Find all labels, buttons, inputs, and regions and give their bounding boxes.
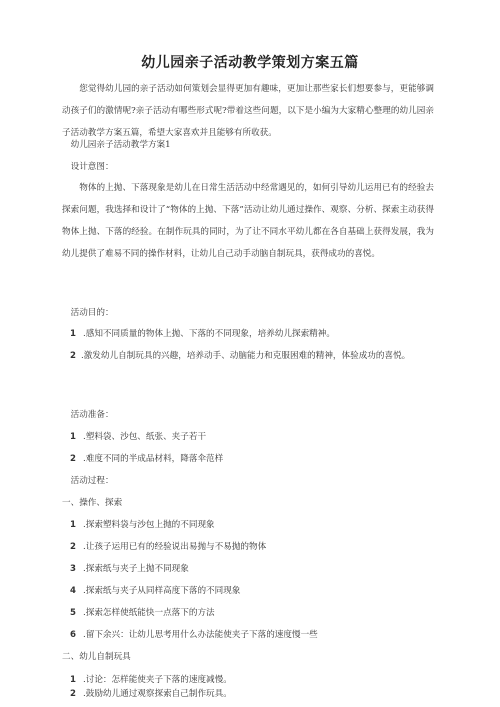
- prep-heading: 活动准备：: [70, 410, 114, 420]
- intro-paragraph: 您觉得幼儿园的亲子活动如何策划会显得更加有趣味，更加让那些家长们想要参与，更能够调动孩子们的激情呢?亲子活动有哪些形式呢?带着这些问题，以下是小编为大家精心整理的幼儿园亲子活动教学方案五篇，希望大家喜欢并且能够有所收获。: [62, 84, 434, 138]
- list-number: 2: [70, 542, 76, 552]
- list-text: .讨论：怎样能使夹子下落的速度减慢。: [83, 675, 232, 685]
- list-number: 2: [70, 689, 76, 699]
- section-heading: 一、操作、探索: [62, 498, 123, 508]
- design-heading: 设计意图：: [70, 162, 114, 172]
- list-text: .激发幼儿自制玩具的兴趣，培养动手、动脑能力和克服困难的精神，体验成功的喜悦。: [80, 351, 411, 361]
- list-item: [70, 606, 434, 620]
- plan-title: 幼儿园亲子活动教学方案1: [70, 140, 171, 150]
- list-text: .探索纸与夹子上抛不同现象: [83, 564, 189, 574]
- list-item: [70, 452, 434, 466]
- list-item: [70, 584, 434, 598]
- list-number: 1: [70, 520, 76, 530]
- list-text: .让孩子运用已有的经验说出易抛与不易抛的物体: [83, 542, 267, 552]
- list-text: .探索塑料袋与沙包上抛的不同现象: [83, 520, 215, 530]
- list-item: [70, 327, 434, 341]
- list-number: 1: [70, 329, 76, 339]
- list-number: 2: [70, 351, 76, 361]
- list-number: 6: [70, 630, 76, 640]
- process-heading: 活动过程：: [70, 476, 114, 486]
- list-number: 3: [70, 564, 76, 574]
- list-number: 2: [70, 454, 76, 464]
- list-item: [70, 430, 434, 444]
- list-item: [70, 540, 434, 554]
- list-item: [70, 673, 434, 687]
- list-number: 4: [70, 586, 76, 596]
- list-text: .难度不同的半成品材料，降落伞范样: [83, 454, 224, 464]
- list-text: .感知不同质量的物体上抛、下落的不同现象，培养幼儿探索精神。: [83, 329, 335, 339]
- list-text: .探索怎样使纸能快一点落下的方法: [83, 608, 215, 618]
- list-item: [70, 345, 434, 367]
- design-paragraph: 物体的上抛、下落现象是幼儿在日常生活活动中经常遇见的，如何引导幼儿运用已有的经验去探索问题，我选择和设计了“物体的上抛、下落”活动让幼儿通过操作、观察、分析、探索主动获得物体上抛、下落的经验。在制作玩具的同时，为了让不同水平幼儿都在各自基础上获得发展，我为幼儿提供了难易不同的操作材料，让幼儿自己动手动脑自制玩具，获得成功的喜悦。: [62, 183, 434, 259]
- list-item: [70, 628, 434, 642]
- list-item: [70, 687, 434, 701]
- list-item: [70, 562, 434, 576]
- list-number: 1: [70, 675, 76, 685]
- list-number: 5: [70, 608, 76, 618]
- list-text: .鼓励幼儿通过观察探索自己制作玩具。: [83, 689, 232, 699]
- list-number: 1: [70, 432, 76, 442]
- list-text: .留下余兴：让幼儿思考用什么办法能使夹子下落的速度慢一些: [83, 630, 318, 640]
- document-title: 幼儿园亲子活动教学策划方案五篇: [141, 55, 359, 71]
- list-item: [70, 518, 434, 532]
- section-heading: 二、幼儿自制玩具: [62, 652, 131, 662]
- goals-heading: 活动目的：: [70, 308, 114, 318]
- list-text: .探索纸与夹子从同样高度下落的不同现象: [83, 586, 241, 596]
- list-text: .塑料袋、沙包、纸张、夹子若干: [83, 432, 207, 442]
